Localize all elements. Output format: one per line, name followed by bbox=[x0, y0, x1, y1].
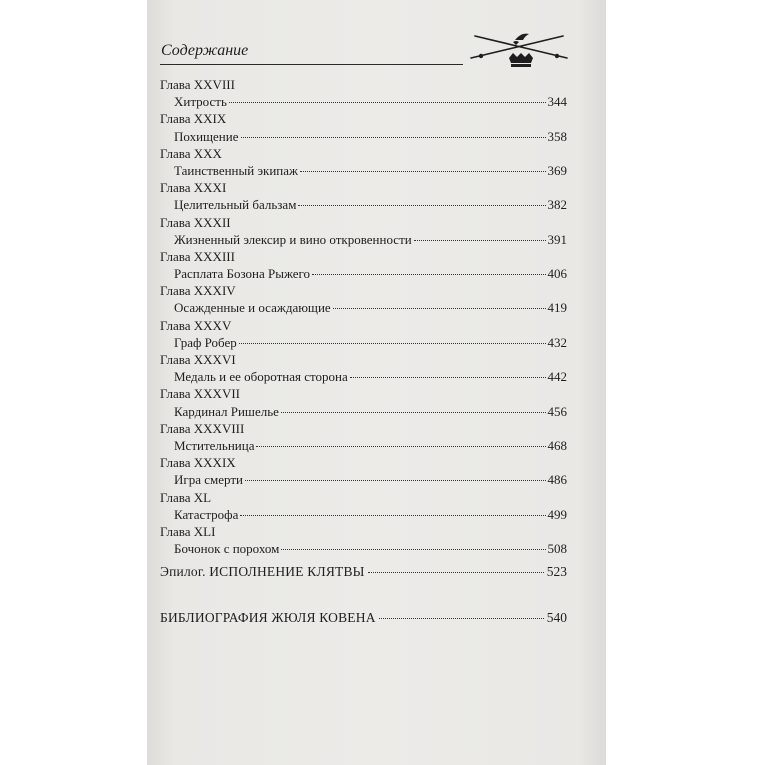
dot-leader bbox=[240, 515, 545, 516]
toc-entry[interactable] bbox=[160, 368, 567, 385]
page-number: 432 bbox=[547, 334, 567, 350]
chapter-heading: Глава XXXIV bbox=[160, 283, 236, 299]
chapter-title: Мстительница bbox=[174, 437, 255, 453]
chapter-title: Медаль и ее оборотная сторона bbox=[174, 369, 348, 385]
dot-leader bbox=[414, 240, 546, 241]
bibliography-title: БИБЛИОГРАФИЯ ЖЮЛЯ КОВЕНА bbox=[160, 610, 376, 626]
page-number: 382 bbox=[547, 197, 567, 213]
chapter-title: Хитрость bbox=[174, 94, 227, 110]
chapter-title: Бочонок с порохом bbox=[174, 541, 280, 557]
chapter-heading: Глава XXXIII bbox=[160, 248, 235, 264]
toc-entry[interactable] bbox=[160, 437, 567, 454]
dot-leader bbox=[229, 102, 546, 103]
chapter-heading: Глава XXXV bbox=[160, 317, 232, 333]
dot-leader bbox=[350, 377, 546, 378]
chapter-title: Граф Робер bbox=[174, 334, 237, 350]
dot-leader bbox=[379, 618, 544, 619]
chapter-heading: Глава XXXVI bbox=[160, 352, 236, 367]
chapter-title: Расплата Бозона Рыжего bbox=[174, 266, 311, 282]
chapter-title: Таинственный экипаж bbox=[174, 162, 299, 178]
chapter-title: Катастрофа bbox=[174, 506, 239, 522]
toc-entry[interactable] bbox=[160, 299, 567, 316]
book-page bbox=[147, 0, 606, 765]
chapter-heading: Глава XXX bbox=[160, 145, 222, 161]
dot-leader bbox=[298, 205, 545, 206]
dot-leader bbox=[312, 274, 545, 275]
toc-entry[interactable] bbox=[160, 231, 567, 248]
bibliography-entry[interactable] bbox=[160, 609, 567, 627]
table-of-contents bbox=[160, 76, 567, 627]
page-number: 456 bbox=[547, 403, 567, 419]
page-number: 486 bbox=[547, 472, 567, 488]
crossed-swords-crown-icon bbox=[467, 28, 571, 72]
dot-leader bbox=[368, 572, 544, 573]
chapter-title: Жизненный элексир и вино откровенности bbox=[174, 231, 412, 247]
page-number: 468 bbox=[547, 437, 567, 453]
toc-entry[interactable] bbox=[160, 93, 567, 110]
chapter-heading: Глава XLI bbox=[160, 523, 216, 539]
toc-entry[interactable] bbox=[160, 540, 567, 557]
dot-leader bbox=[239, 343, 546, 344]
chapter-title: Похищение bbox=[174, 128, 239, 144]
page-number: 406 bbox=[547, 266, 567, 282]
toc-entry[interactable] bbox=[160, 334, 567, 351]
dot-leader bbox=[300, 171, 545, 172]
chapter-title: Осажденные и осаждающие bbox=[174, 300, 331, 316]
dot-leader bbox=[256, 446, 545, 447]
page-number: 369 bbox=[547, 162, 567, 178]
chapter-heading: Глава XL bbox=[160, 489, 212, 505]
toc-entry[interactable] bbox=[160, 265, 567, 282]
chapter-heading: Глава XXIX bbox=[160, 111, 227, 127]
dot-leader bbox=[281, 412, 546, 413]
dot-leader bbox=[281, 549, 545, 550]
chapter-title: Игра смерти bbox=[174, 472, 243, 488]
toc-entry[interactable] bbox=[160, 403, 567, 420]
page-number: 442 bbox=[547, 369, 567, 385]
chapter-heading: Глава XXXIX bbox=[160, 455, 236, 471]
dot-leader bbox=[245, 480, 546, 481]
page-header bbox=[160, 34, 463, 65]
page-number: 540 bbox=[546, 610, 567, 626]
epilogue-entry[interactable] bbox=[160, 563, 567, 581]
page-number: 419 bbox=[547, 300, 567, 316]
page-number: 499 bbox=[547, 506, 567, 522]
chapter-heading: Глава XXXI bbox=[160, 180, 227, 196]
page-number: 523 bbox=[546, 564, 567, 580]
toc-entry[interactable] bbox=[160, 471, 567, 488]
toc-entry[interactable] bbox=[160, 196, 567, 213]
dot-leader bbox=[333, 308, 546, 309]
toc-entry[interactable] bbox=[160, 128, 567, 145]
toc-entry[interactable] bbox=[160, 162, 567, 179]
page-number: 344 bbox=[547, 94, 567, 110]
chapter-heading: Глава XXXII bbox=[160, 214, 231, 230]
page-number: 358 bbox=[547, 128, 567, 144]
chapter-title: Целительный бальзам bbox=[174, 197, 297, 213]
chapter-heading: Глава XXVIII bbox=[160, 77, 235, 92]
dot-leader bbox=[241, 137, 546, 138]
chapter-title: Кардинал Ришелье bbox=[174, 403, 279, 419]
page-title: Содержание bbox=[161, 42, 249, 59]
toc-entry[interactable] bbox=[160, 506, 567, 523]
epilogue-title: Эпилог. ИСПОЛНЕНИЕ КЛЯТВЫ bbox=[160, 564, 365, 580]
page-number: 508 bbox=[547, 541, 567, 557]
page-number: 391 bbox=[547, 231, 567, 247]
chapter-heading: Глава XXXVIII bbox=[160, 420, 245, 436]
chapter-heading: Глава XXXVII bbox=[160, 386, 240, 402]
